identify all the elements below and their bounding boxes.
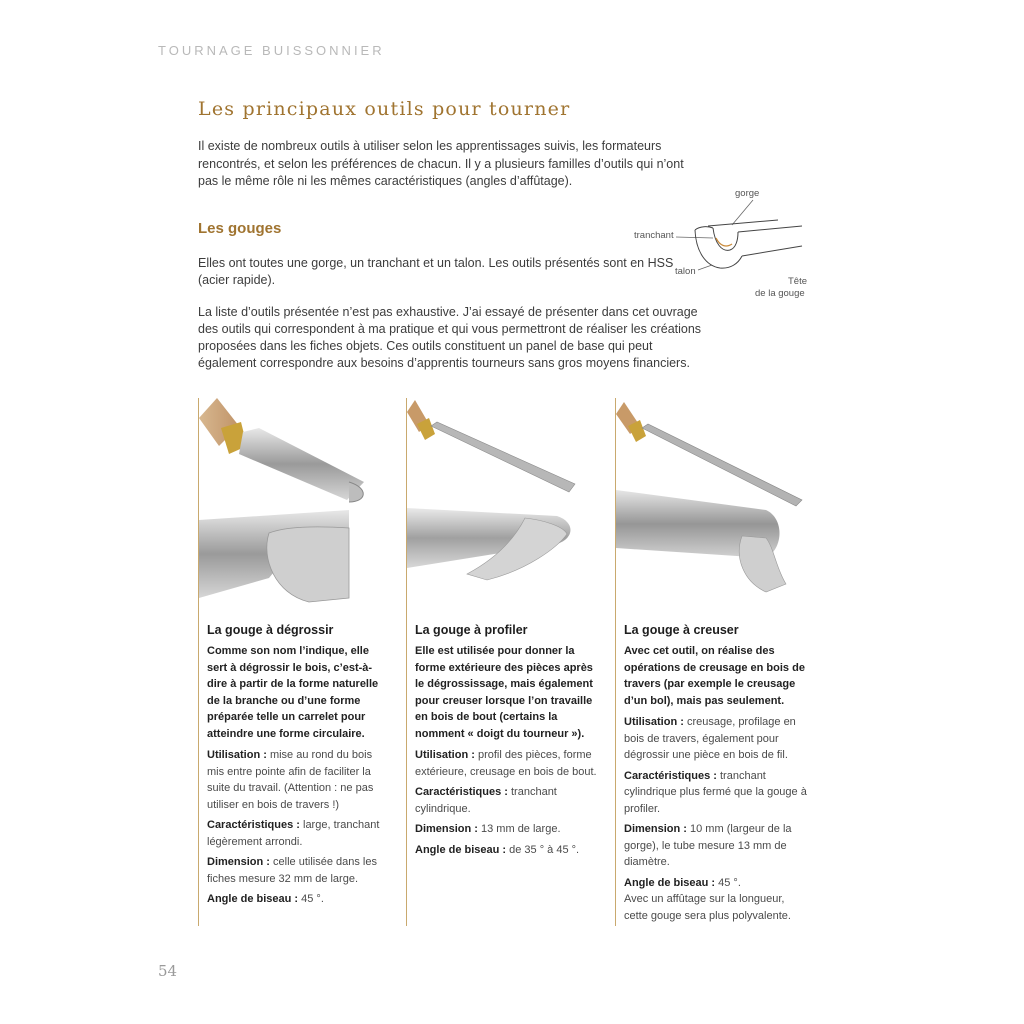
angle-value: 45 °. — [718, 876, 741, 889]
utilisation-label: Utilisation : — [624, 716, 684, 728]
photo-gouge-degrossir — [199, 398, 397, 613]
caption-tete: Tête — [788, 276, 808, 287]
dimension-label: Dimension : — [624, 823, 687, 835]
tool-card-degrossir — [198, 398, 397, 926]
gouges-paragraph-2: La liste d’outils présentée n’est pas exhaustive. J’ai essayé de présenter dans cet ouvrage des outils qui correspondent à ma pratique et qui vous permettront de réaliser les créations proposées dans les fiches objets. Ces outils constituent un panel de base qui peut également correspondre aux besoins d’apprentis tourneurs sans gros moyens financiers. — [198, 305, 702, 370]
dimension-value: 13 mm de large. — [481, 823, 561, 835]
tool-description: Comme son nom l’indique, elle sert à dégrossir le bois, c’est-à-dire à partir de la forme naturelle de la branche ou d’une forme préparée telle un carrelet pour atteindre une forme circulaire. — [207, 645, 379, 740]
utilisation-label: Utilisation : — [207, 749, 267, 761]
angle-label: Angle de biseau : — [624, 876, 716, 889]
tool-name: La gouge à profiler — [415, 623, 528, 637]
tool-note: Avec un affûtage sur la longueur, cette gouge sera plus polyvalente. — [624, 893, 791, 922]
caracteristiques-label: Caractéristiques : — [207, 819, 300, 831]
tool-card-creuser — [615, 398, 814, 926]
caption-de-la-gouge: de la gouge — [755, 288, 805, 299]
tool-name: La gouge à creuser — [624, 623, 739, 637]
tool-description: Avec cet outil, on réalise des opérations de creusage en bois de travers (par exemple le creusage d’un bol), mais pas seulement. — [624, 645, 805, 707]
intro-paragraph: Il existe de nombreux outils à utiliser selon les apprentissages suivis, les formateurs rencontrés, et selon les préférences de chacun. Il y a plusieurs familles d’outils qui n’ont pas le même rôle ni les mêmes caractéristiques (angles d’affûtage). — [198, 139, 684, 188]
utilisation-value: profil des pièces, forme extérieure, creusage en bois de bout. — [415, 749, 597, 778]
utilisation-label: Utilisation : — [415, 749, 475, 761]
gouge-head-diagram — [620, 180, 820, 305]
angle-value: de 35 ° à 45 °. — [509, 843, 580, 856]
gouges-paragraph-1: Elles ont toutes une gorge, un tranchant et un talon. Les outils présentés sont en HSS (acier rapide). — [198, 256, 674, 287]
caracteristiques-value: large, tranchant légèrement arrondi. — [207, 819, 380, 848]
photo-gouge-profiler — [407, 398, 605, 613]
section-title: Les principaux outils pour tourner — [198, 98, 571, 120]
dimension-label: Dimension : — [415, 823, 478, 835]
dimension-value: 10 mm (largeur de la gorge), le tube mesure 13 mm de diamètre. — [624, 823, 792, 868]
utilisation-value: mise au rond du bois mis entre pointe afin de faciliter la suite du travail. (Attention : ne pas utiliser en bois de travers !) — [207, 749, 374, 811]
label-talon: talon — [675, 266, 696, 277]
page-number: 54 — [158, 962, 178, 980]
angle-label: Angle de biseau : — [415, 843, 507, 856]
tool-card-profiler — [406, 398, 605, 926]
tool-description: Elle est utilisée pour donner la forme extérieure des pièces après le dégrossissage, mais également pour creuser lorsque l’on travaille en bois de bout (certains la nomment « doigt du tourneur »). — [415, 645, 593, 740]
angle-value: 45 °. — [301, 893, 324, 905]
dimension-label: Dimension : — [207, 856, 270, 868]
caracteristiques-label: Caractéristiques : — [415, 786, 508, 798]
utilisation-value: creusage, profilage en bois de travers, également pour dégrossir une pièce en bois de fil. — [624, 716, 796, 761]
caracteristiques-value: tranchant cylindrique. — [415, 786, 557, 815]
dimension-value: celle utilisée dans les fiches mesure 32 mm de large. — [207, 856, 377, 885]
caracteristiques-value: tranchant cylindrique plus fermé que la gouge à profiler. — [624, 769, 807, 815]
photo-gouge-creuser — [616, 398, 814, 613]
angle-label: Angle de biseau : — [207, 893, 299, 905]
label-gorge: gorge — [735, 188, 760, 199]
tool-name: La gouge à dégrossir — [207, 623, 334, 637]
running-head: TOURNAGE BUISSONNIER — [158, 43, 385, 58]
label-tranchant: tranchant — [634, 230, 674, 241]
gouges-heading: Les gouges — [198, 220, 282, 237]
caracteristiques-label: Caractéristiques : — [624, 769, 717, 782]
